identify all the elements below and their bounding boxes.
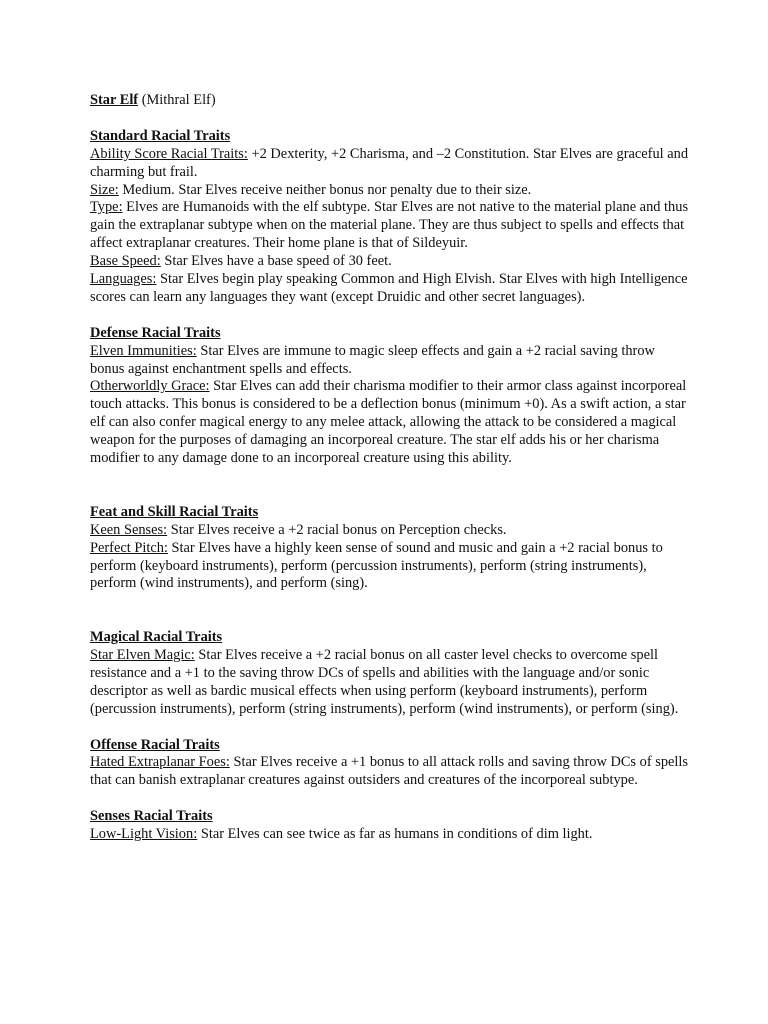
section-heading: Defense Racial Traits	[90, 324, 221, 341]
spacer	[90, 468, 690, 504]
trait-label: Type:	[90, 199, 123, 216]
trait-label: Size:	[90, 181, 119, 198]
race-alt-name: (Mithral Elf)	[141, 92, 216, 108]
trait-base-speed	[90, 253, 690, 271]
trait-otherworldly-grace	[90, 378, 690, 468]
section-heading: Senses Racial Traits	[90, 808, 213, 825]
section-offense	[90, 737, 690, 791]
section-heading: Magical Racial Traits	[90, 629, 223, 646]
document-page	[90, 92, 690, 844]
trait-text: Star Elves begin play speaking Common and High Elvish. Star Elves with high Intelligence scores can learn any languages they want (except Druidic and other secret languages).	[90, 271, 688, 305]
trait-perfect-pitch	[90, 540, 690, 594]
trait-label: Otherworldly Grace:	[90, 378, 210, 395]
trait-label: Perfect Pitch:	[90, 539, 168, 556]
trait-label: Base Speed:	[90, 253, 161, 270]
trait-label: Hated Extraplanar Foes:	[90, 754, 230, 771]
trait-label: Star Elven Magic:	[90, 647, 195, 664]
section-senses	[90, 808, 690, 844]
trait-type	[90, 199, 690, 253]
spacer	[90, 307, 690, 325]
trait-label: Languages:	[90, 271, 157, 288]
section-magical	[90, 629, 690, 719]
section-feat-skill	[90, 504, 690, 594]
trait-text: Medium. Star Elves receive neither bonus nor penalty due to their size.	[122, 181, 532, 198]
trait-label: Elven Immunities:	[90, 342, 197, 359]
trait-text: Elves are Humanoids with the elf subtype. Star Elves are not native to the material plane and thus gain the extraplanar subtype when on the material plane. They are thus subject to spells and effects that affect extraplanar creatures. Their home plane is that of Sildeyuir.	[90, 199, 689, 252]
spacer	[90, 790, 690, 808]
section-heading: Standard Racial Traits	[90, 127, 231, 144]
trait-text: Star Elves receive a +2 racial bonus on Perception checks.	[170, 521, 507, 538]
trait-text: Star Elves can see twice as far as humans in conditions of dim light.	[200, 826, 593, 843]
trait-text: Star Elves have a highly keen sense of sound and music and gain a +2 racial bonus to perform (keyboard instruments), perform (percussion instruments), perform (string instruments), perform (wind instruments), and perform (sing).	[90, 539, 663, 592]
trait-text: Star Elves receive a +2 racial bonus on all caster level checks to overcome spell resistance and a +1 to the saving throw DCs of spells and abilities with the language and/or sonic descriptor as well as bardic musical effects when using perform (keyboard instruments), perform (percussion instruments), perform (string instruments), perform (wind instruments), or perform (sing).	[90, 647, 679, 717]
trait-size	[90, 182, 690, 200]
trait-languages	[90, 271, 690, 307]
trait-label: Low-Light Vision:	[90, 826, 198, 843]
trait-text: Star Elves receive a +1 bonus to all attack rolls and saving throw DCs of spells that can banish extraplanar creatures against outsiders and creatures of the incorporeal subtype.	[90, 754, 688, 789]
section-heading: Feat and Skill Racial Traits	[90, 503, 259, 520]
trait-text: Star Elves are immune to magic sleep effects and gain a +2 racial saving throw bonus against enchantment spells and effects.	[90, 342, 655, 377]
section-standard	[90, 128, 690, 307]
spacer	[90, 719, 690, 737]
trait-label: Keen Senses:	[90, 521, 168, 538]
trait-text: Star Elves can add their charisma modifier to their armor class against incorporeal touch attacks. This bonus is considered to be a deflection bonus (minimum +0). As a swift action, a star elf can also confer magical energy to any melee attack, allowing the attack to be considered a magical weapon for the purposes of damaging an incorporeal creature. The star elf adds his or her charisma modifier to any damage done to an incorporeal creature using this ability.	[90, 378, 687, 467]
section-defense	[90, 325, 690, 468]
document-title	[90, 92, 690, 110]
trait-elven-immunities	[90, 343, 690, 379]
trait-star-elven-magic	[90, 647, 690, 719]
trait-ability-score	[90, 146, 690, 182]
trait-keen-senses	[90, 522, 690, 540]
trait-low-light-vision	[90, 826, 690, 844]
trait-hated-extraplanar-foes	[90, 754, 690, 790]
spacer	[90, 593, 690, 629]
trait-text: +2 Dexterity, +2 Charisma, and –2 Constitution. Star Elves are graceful and charming but frail.	[90, 145, 689, 180]
trait-label: Ability Score Racial Traits:	[90, 145, 248, 162]
trait-text: Star Elves have a base speed of 30 feet.	[164, 253, 392, 270]
section-heading: Offense Racial Traits	[90, 736, 220, 753]
race-name: Star Elf	[90, 92, 139, 108]
